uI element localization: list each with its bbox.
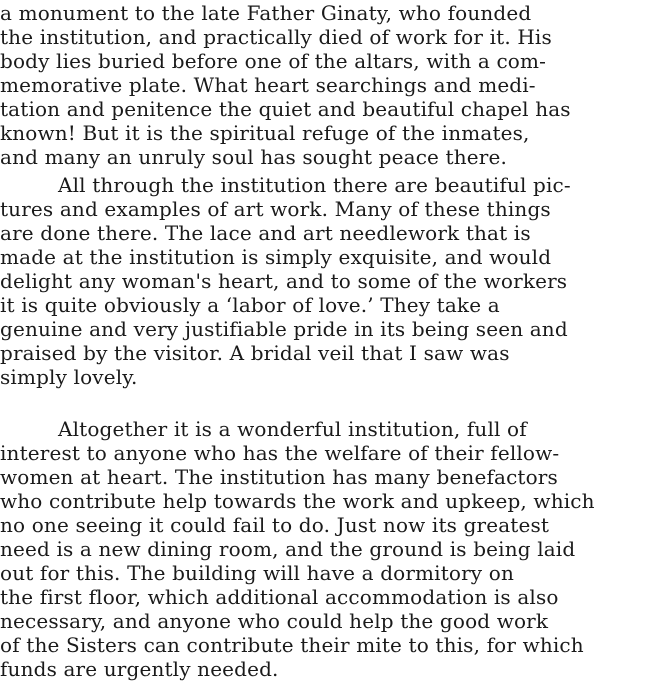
text-line: funds are urgently needed. bbox=[0, 657, 279, 681]
text-line: memorative plate. What heart searchings and medi- bbox=[0, 73, 536, 97]
text-line: tures and examples of art work. Many of these things bbox=[0, 197, 551, 221]
text-line: Altogether it is a wonderful institution, full of bbox=[58, 417, 527, 441]
text-line: women at heart. The institution has many benefactors bbox=[0, 465, 558, 489]
text-line: praised by the visitor. A bridal veil that I saw was bbox=[0, 341, 510, 365]
text-line: need is a new dining room, and the ground is being laid bbox=[0, 537, 576, 561]
text-line: known! But it is the spiritual refuge of the inmates, bbox=[0, 121, 530, 145]
text-line: the institution, and practically died of work for it. His bbox=[0, 25, 552, 49]
text-line: and many an unruly soul has sought peace there. bbox=[0, 145, 507, 169]
text-line: are done there. The lace and art needlework that is bbox=[0, 221, 531, 245]
text-line: the first floor, which additional accommodation is also bbox=[0, 585, 559, 609]
text-line: genuine and very justifiable pride in its being seen and bbox=[0, 317, 568, 341]
text-line: All through the institution there are beautiful pic- bbox=[58, 173, 571, 197]
text-line: delight any woman's heart, and to some of the workers bbox=[0, 269, 568, 293]
text-line: necessary, and anyone who could help the good work bbox=[0, 609, 549, 633]
text-line: no one seeing it could fail to do. Just now its greatest bbox=[0, 513, 550, 537]
text-line: who contribute help towards the work and upkeep, which bbox=[0, 489, 595, 513]
text-line: body lies buried before one of the altars, with a com- bbox=[0, 49, 547, 73]
text-line: made at the institution is simply exquisite, and would bbox=[0, 245, 552, 269]
text-line: simply lovely. bbox=[0, 365, 138, 389]
text-line: interest to anyone who has the welfare of their fellow- bbox=[0, 441, 560, 465]
text-line: of the Sisters can contribute their mite to this, for which bbox=[0, 633, 584, 657]
text-line: out for this. The building will have a dormitory on bbox=[0, 561, 514, 585]
text-line: it is quite obviously a ‘labor of love.’ They take a bbox=[0, 293, 500, 317]
text-line: tation and penitence the quiet and beautiful chapel has bbox=[0, 97, 571, 121]
text-line: a monument to the late Father Ginaty, who founded bbox=[0, 1, 532, 25]
